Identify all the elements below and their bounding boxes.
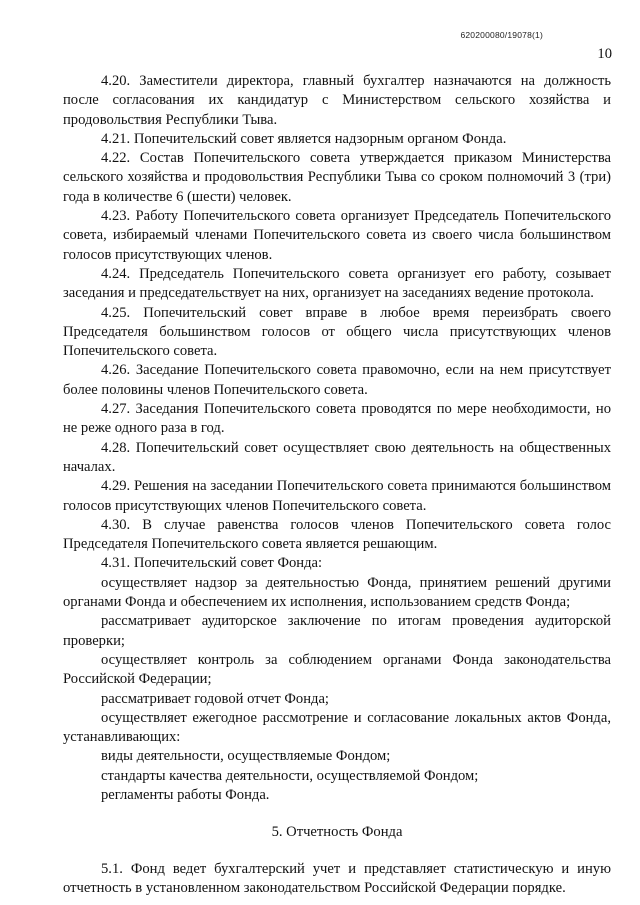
- list-item: рассматривает годовой отчет Фонда;: [101, 690, 329, 707]
- list-item: рассматривает аудиторское заключение по итогам проведения аудиторской проверки;: [63, 613, 611, 649]
- list-item: стандарты качества деятельности, осуществляемой Фондом;: [101, 767, 479, 784]
- paragraph: 4.27. Заседания Попечительского совета проводятся по мере необходимости, но не реже одного раза в год.: [63, 401, 611, 437]
- paragraph: 4.20. Заместители директора, главный бухгалтер назначаются на должность после согласования их кандидатур с Министерством сельского хозяйства и продовольствия Республики Тыва.: [63, 73, 611, 128]
- list-item: регламенты работы Фонда.: [101, 786, 270, 803]
- document-body: [63, 72, 611, 898]
- paragraph: 4.21. Попечительский совет является надзорным органом Фонда.: [101, 130, 507, 147]
- paragraph: 4.31. Попечительский совет Фонда:: [101, 555, 323, 572]
- section-heading: 5. Отчетность Фонда: [271, 824, 403, 841]
- paragraph: 4.25. Попечительский совет вправе в любое время переизбрать своего Председателя большинством голосов от общего числа присутствующих членов Попечительского совета.: [63, 304, 611, 360]
- page-number: 10: [597, 46, 612, 62]
- paragraph: 4.26. Заседание Попечительского совета правомочно, если на нем присутствует более половины членов Попечительского совета.: [63, 362, 611, 398]
- list-item: осуществляет ежегодное рассмотрение и согласование локальных актов Фонда, устанавливающих:: [63, 709, 611, 746]
- list-item: виды деятельности, осуществляемые Фондом;: [101, 748, 391, 765]
- document-id: 620200080/19078(1): [460, 30, 543, 40]
- paragraph: 4.29. Решения на заседании Попечительского совета принимаются большинством голосов присутствующих членов Попечительского совета.: [63, 478, 611, 514]
- paragraph: 4.24. Председатель Попечительского совета организует его работу, созывает заседания и председательствует на них, организует на заседаниях ведение протокола.: [63, 265, 611, 302]
- paragraph: 4.30. В случае равенства голосов членов Попечительского совета голос Председателя Попечительского совета является решающим.: [63, 516, 611, 553]
- paragraph: 4.22. Состав Попечительского совета утверждается приказом Министерства сельского хозяйства и продовольствия Республики Тыва со сроком полномочий 3 (три) года в количестве 6 (шести) человек.: [63, 150, 611, 205]
- list-item: осуществляет надзор за деятельностью Фонда, принятием решений другими органами Фонда и обеспечением их исполнения, использованием средств Фонда;: [63, 574, 611, 611]
- paragraph: 5.1. Фонд ведет бухгалтерский учет и представляет статистическую и иную отчетность в установленном законодательством Российской Федерации порядке.: [63, 860, 611, 896]
- paragraph: 4.23. Работу Попечительского совета организует Председатель Попечительского совета, избираемый членами Попечительского совета из своего числа большинством голосов присутствующих членов.: [63, 208, 611, 263]
- list-item: осуществляет контроль за соблюдением органами Фонда законодательства Российской Федерации;: [63, 651, 611, 688]
- paragraph: 4.28. Попечительский совет осуществляет свою деятельность на общественных началах.: [63, 439, 611, 475]
